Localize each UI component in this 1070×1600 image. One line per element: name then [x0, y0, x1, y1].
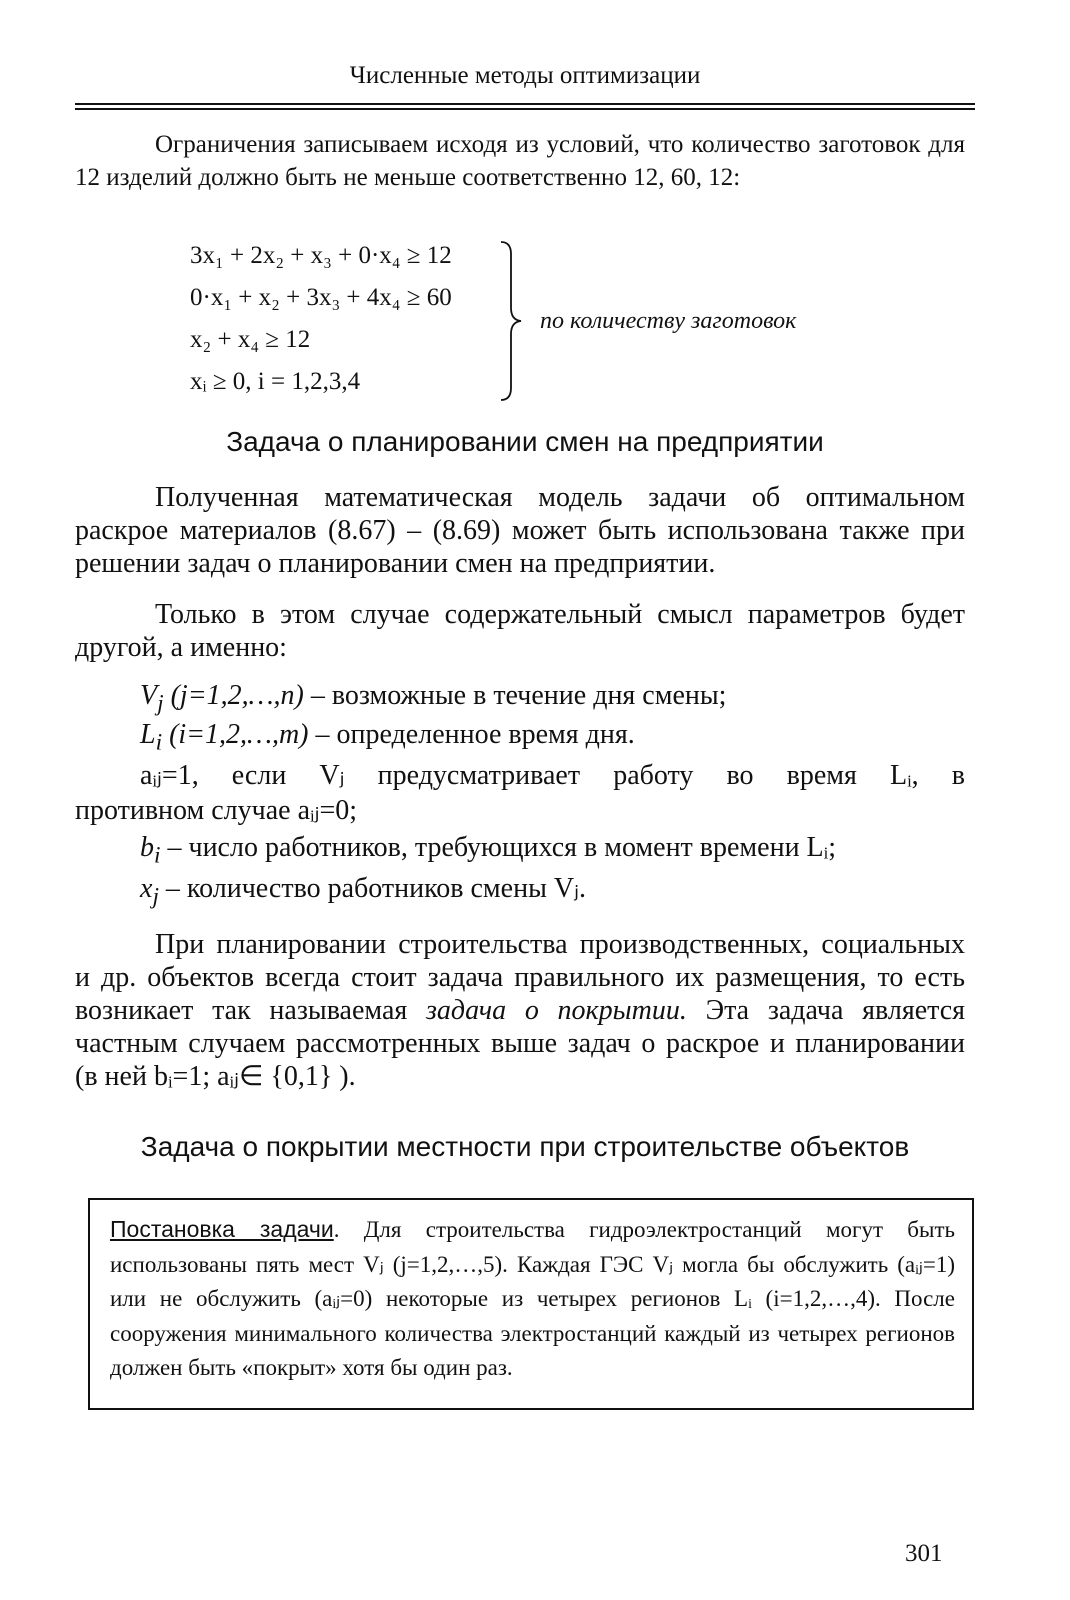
paragraph-model: Полученная математическая модель задачи об оптимальном раскрое материалов (8.67) – (8.69) может быть использована также при решении задач о планировании смен на предприятии. [75, 482, 965, 579]
coverage-term: задача о покрытии. [426, 995, 687, 1026]
definition-v-range: (j=1,2,…,n) [163, 680, 304, 711]
symbol-v: V [140, 680, 158, 711]
definition-a-line-2: противном случае aᵢⱼ=0; [75, 795, 358, 826]
running-head: Численные методы оптимизации [349, 62, 701, 89]
problem-statement-label: Постановка задачи [110, 1216, 334, 1242]
right-brace-icon [495, 240, 525, 402]
constraint-line-4: xᵢ ≥ 0, i = 1,2,3,4 [190, 368, 361, 395]
symbol-x: x [140, 873, 153, 904]
coverage-text-2: Эта задача является частным случаем рассмотренных выше задач о раскрое и планировании (в ней bᵢ=1; aᵢⱼ∈ {0,1} ). [75, 995, 966, 1092]
header-rule-top [75, 103, 975, 105]
page-number: 301 [905, 1540, 943, 1567]
problem-statement-text [110, 1212, 955, 1386]
symbol-b: b [140, 832, 154, 863]
definition-b-text: – число работников, требующихся в момент времени Lᵢ; [160, 832, 837, 863]
definition-a-line-1: aᵢⱼ=1, если Vⱼ предусматривает работу во время Lᵢ, в [140, 760, 965, 791]
definition-x-text: – количество работников смены Vⱼ. [158, 873, 586, 904]
paragraph-parameters: Только в этом случае содержательный смысл параметров будет другой, а именно: [75, 599, 965, 663]
section-heading-shift-planning: Задача о планировании смен на предприятии [226, 426, 824, 457]
constraint-line-1: 3x₁ + 2x₂ + x₃ + 0·x₄ ≥ 12 [190, 242, 452, 269]
problem-statement-body: . Для строительства гидроэлектростанций могут быть использованы пять мест Vⱼ (j=1,2,…,5). Каждая ГЭС Vⱼ могла бы обслужить (aᵢⱼ=1) или не обслужить (aᵢⱼ=0) некоторые из четырех регионов Lᵢ (i=1,2,…,4). После сооружения минимального количества электростанций каждый из четырех регионов должен быть «покрыт» хотя бы один раз. [110, 1217, 955, 1380]
section-heading-coverage: Задача о покрытии местности при строительстве объектов [140, 1131, 910, 1162]
symbol-l: L [140, 719, 156, 750]
constraint-line-3: x₂ + x₄ ≥ 12 [190, 326, 311, 353]
definition-b [140, 832, 965, 870]
symbol-x-sub: j [152, 883, 159, 910]
intro-paragraph: Ограничения записываем исходя из условий, что количество заготовок для 12 изделий должно быть не меньше соответственно 12, 60, 12: [75, 131, 965, 191]
paragraph-coverage [75, 928, 965, 1093]
definition-x [140, 871, 965, 911]
constraint-line-2: 0·x₁ + x₂ + 3x₃ + 4x₄ ≥ 60 [190, 284, 452, 311]
coverage-text-1: При планировании строительства производственных, социальных и др. объектов всегда стоит задача правильного их размещения, то есть возникает так называемая [75, 929, 965, 1026]
symbol-v-sub: j [157, 690, 164, 717]
symbol-b-sub: i [154, 842, 161, 869]
problem-statement-box [88, 1198, 974, 1410]
definition-v [140, 680, 965, 718]
header-rule-bottom [75, 108, 975, 110]
definition-l-text: – определенное время дня. [308, 719, 635, 750]
definition-v-text: – возможные в течение дня смены; [303, 680, 727, 711]
definition-l-range: (i=1,2,…,m) [162, 719, 309, 750]
brace-annotation: по количеству заготовок [540, 308, 797, 334]
symbol-l-sub: i [155, 729, 163, 756]
definition-l [140, 719, 965, 757]
